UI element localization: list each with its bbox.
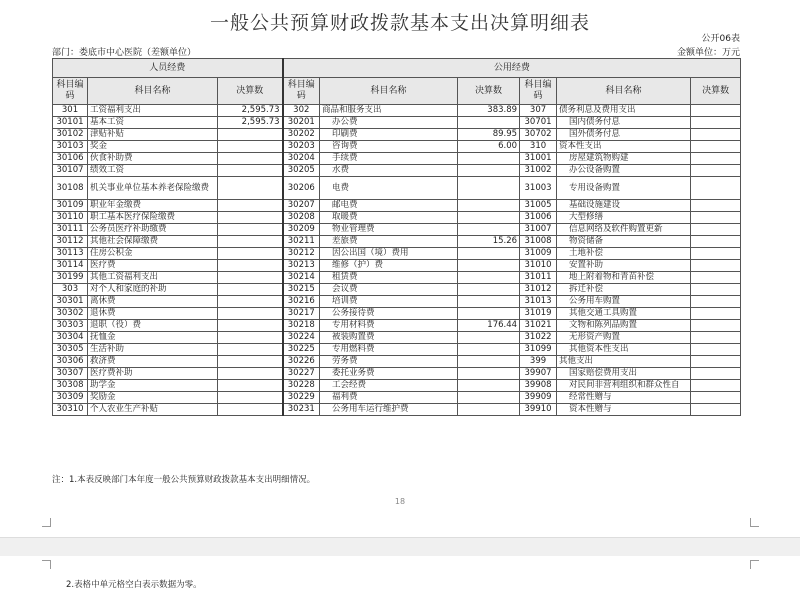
amount-cell [458,308,520,320]
name-cell: 劳务费 [320,356,458,368]
name-cell: 维修（护）费 [320,260,458,272]
code-cell: 31007 [520,224,557,236]
code-cell: 30216 [283,296,320,308]
code-cell: 31013 [520,296,557,308]
code-cell: 30110 [53,212,88,224]
amount-cell [691,248,741,260]
amount-cell [218,224,283,236]
name-cell: 咨询费 [320,141,458,153]
amount-cell [458,272,520,284]
name-cell: 办公费 [320,117,458,129]
name-cell: 其他资本性支出 [557,344,691,356]
unit-label: 金额单位：万元 [676,48,740,58]
code-cell: 31008 [520,236,557,248]
amount-cell [218,380,283,392]
code-cell: 30101 [53,117,88,129]
header-name: 科目名称 [88,78,218,105]
amount-cell [691,165,741,177]
amount-cell [458,380,520,392]
name-cell: 取暖费 [320,212,458,224]
table-row [53,332,741,344]
amount-cell [458,177,520,200]
code-cell: 30231 [283,404,320,416]
code-cell: 31012 [520,284,557,296]
header-code: 科目编码 [53,78,88,105]
amount-cell: 2,595.73 [218,105,283,117]
amount-cell [218,344,283,356]
amount-cell [218,165,283,177]
header-amount: 决算数 [458,78,520,105]
table-row [53,165,741,177]
amount-cell [691,129,741,141]
name-cell: 无形资产购置 [557,332,691,344]
code-cell: 30204 [283,153,320,165]
name-cell: 电费 [320,177,458,200]
section-personnel: 人员经费 [53,59,283,78]
amount-cell [458,404,520,416]
name-cell: 因公出国（境）费用 [320,248,458,260]
amount-cell [458,296,520,308]
header-amount: 决算数 [691,78,741,105]
amount-cell [691,380,741,392]
name-cell: 救济费 [88,356,218,368]
amount-cell [458,356,520,368]
code-cell: 30225 [283,344,320,356]
table-row [53,284,741,296]
name-cell: 邮电费 [320,200,458,212]
name-cell: 商品和服务支出 [320,105,458,117]
amount-cell [218,260,283,272]
name-cell: 信息网络及软件购置更新 [557,224,691,236]
table-row [53,141,741,153]
name-cell: 被装购置费 [320,332,458,344]
name-cell: 医疗费补助 [88,368,218,380]
code-cell: 30307 [53,368,88,380]
name-cell: 伙食补助费 [88,153,218,165]
name-cell: 国外债务付息 [557,129,691,141]
amount-cell [218,356,283,368]
amount-cell [691,392,741,404]
table-row [53,177,741,200]
name-cell: 会议费 [320,284,458,296]
code-cell: 30224 [283,332,320,344]
code-cell: 30207 [283,200,320,212]
page-number: 18 [394,497,406,506]
name-cell: 公务用车运行维护费 [320,404,458,416]
name-cell: 专用材料费 [320,320,458,332]
code-cell: 30302 [53,308,88,320]
name-cell: 对个人和家庭的补助 [88,284,218,296]
name-cell: 办公设备购置 [557,165,691,177]
code-cell: 310 [520,141,557,153]
name-cell: 奖励金 [88,392,218,404]
name-cell: 工会经费 [320,380,458,392]
name-cell: 津贴补贴 [88,129,218,141]
name-cell: 国内债务付息 [557,117,691,129]
table-row [53,248,741,260]
code-cell: 30114 [53,260,88,272]
amount-cell [458,284,520,296]
code-cell: 30227 [283,368,320,380]
table-row [53,236,741,248]
name-cell: 租赁费 [320,272,458,284]
code-cell: 30202 [283,129,320,141]
code-cell: 31099 [520,344,557,356]
name-cell: 生活补助 [88,344,218,356]
name-cell: 经常性赠与 [557,392,691,404]
section-public: 公用经费 [283,59,741,78]
table-row [53,105,741,117]
code-cell: 30113 [53,248,88,260]
code-cell: 31006 [520,212,557,224]
footnote-1: 注：1.本表反映部门本年度一般公共预算财政拨款基本支出明细情况。 [52,475,316,485]
code-cell: 30108 [53,177,88,200]
amount-cell [458,248,520,260]
name-cell: 其他工资福利支出 [88,272,218,284]
name-cell: 债务利息及费用支出 [557,105,691,117]
code-cell: 30102 [53,129,88,141]
name-cell: 工资福利支出 [88,105,218,117]
name-cell: 物业管理费 [320,224,458,236]
name-cell: 公务员医疗补助缴费 [88,224,218,236]
amount-cell [218,320,283,332]
code-cell: 30112 [53,236,88,248]
table-row [53,404,741,416]
crop-mark [750,518,759,527]
name-cell: 资本性支出 [557,141,691,153]
name-cell: 大型修缮 [557,212,691,224]
code-cell: 30106 [53,153,88,165]
table-row [53,296,741,308]
code-cell: 302 [283,105,320,117]
section-header-row [53,59,741,78]
name-cell: 拆迁补偿 [557,284,691,296]
code-cell: 31019 [520,308,557,320]
crop-mark [750,560,759,569]
amount-cell [691,404,741,416]
name-cell: 抚恤金 [88,332,218,344]
name-cell: 培训费 [320,296,458,308]
table-row [53,117,741,129]
code-cell: 31011 [520,272,557,284]
amount-cell [458,260,520,272]
name-cell: 物资储备 [557,236,691,248]
code-cell: 30205 [283,165,320,177]
crop-mark [42,518,51,527]
code-cell: 30211 [283,236,320,248]
header-name: 科目名称 [557,78,691,105]
code-cell: 30301 [53,296,88,308]
page-gap [0,537,800,557]
name-cell: 基本工资 [88,117,218,129]
code-cell: 31022 [520,332,557,344]
code-cell: 30109 [53,200,88,212]
amount-cell [691,368,741,380]
name-cell: 福利费 [320,392,458,404]
amount-cell [458,165,520,177]
code-cell: 31005 [520,200,557,212]
table-row [53,356,741,368]
name-cell: 公务用车购置 [557,296,691,308]
amount-cell [218,129,283,141]
name-cell: 安置补助 [557,260,691,272]
code-cell: 30310 [53,404,88,416]
amount-cell [691,272,741,284]
code-cell: 30111 [53,224,88,236]
amount-cell [218,177,283,200]
code-cell: 30306 [53,356,88,368]
amount-cell [458,117,520,129]
code-cell: 30702 [520,129,557,141]
name-cell: 委托业务费 [320,368,458,380]
name-cell: 奖金 [88,141,218,153]
footnote-2: 2.表格中单元格空白表示数据为零。 [66,580,202,590]
code-cell: 30228 [283,380,320,392]
amount-cell [691,200,741,212]
code-cell: 39907 [520,368,557,380]
name-cell: 其他社会保障缴费 [88,236,218,248]
amount-cell [458,332,520,344]
table-row [53,272,741,284]
amount-cell [218,332,283,344]
name-cell: 手续费 [320,153,458,165]
code-cell: 30107 [53,165,88,177]
code-cell: 30308 [53,380,88,392]
table-row [53,320,741,332]
code-cell: 301 [53,105,88,117]
code-cell: 30215 [283,284,320,296]
code-cell: 399 [520,356,557,368]
header-amount: 决算数 [218,78,283,105]
table-row [53,212,741,224]
amount-cell [691,177,741,200]
amount-cell [691,320,741,332]
amount-cell [218,248,283,260]
amount-cell [691,260,741,272]
code-cell: 30213 [283,260,320,272]
table-row [53,344,741,356]
code-cell: 31009 [520,248,557,260]
header-code: 科目编码 [283,78,320,105]
amount-cell [691,308,741,320]
amount-cell [218,272,283,284]
code-cell: 30217 [283,308,320,320]
name-cell: 机关事业单位基本养老保险缴费 [88,177,218,200]
amount-cell [691,296,741,308]
code-cell: 30309 [53,392,88,404]
code-cell: 30206 [283,177,320,200]
expenditure-table [52,58,741,416]
name-cell: 文物和陈列品购置 [557,320,691,332]
page-title: 一般公共预算财政拨款基本支出决算明细表 [209,12,590,34]
code-cell: 31003 [520,177,557,200]
table-row [53,260,741,272]
name-cell: 职业年金缴费 [88,200,218,212]
code-cell: 30103 [53,141,88,153]
code-cell: 39908 [520,380,557,392]
code-cell: 31001 [520,153,557,165]
table-row [53,368,741,380]
name-cell: 其他交通工具购置 [557,308,691,320]
amount-cell [691,117,741,129]
code-cell: 307 [520,105,557,117]
table-row [53,200,741,212]
code-cell: 303 [53,284,88,296]
name-cell: 个人农业生产补贴 [88,404,218,416]
amount-cell: 176.44 [458,320,520,332]
name-cell: 职工基本医疗保险缴费 [88,212,218,224]
table-row [53,308,741,320]
amount-cell [218,200,283,212]
code-cell: 30214 [283,272,320,284]
document-page-2 [0,556,800,598]
code-cell: 30209 [283,224,320,236]
amount-cell [691,284,741,296]
code-cell: 31002 [520,165,557,177]
amount-cell [218,392,283,404]
amount-cell [458,344,520,356]
table-row [53,380,741,392]
crop-mark [42,560,51,569]
name-cell: 基础设施建设 [557,200,691,212]
code-cell: 31010 [520,260,557,272]
header-code: 科目编码 [520,78,557,105]
amount-cell [458,392,520,404]
amount-cell: 383.89 [458,105,520,117]
code-cell: 30229 [283,392,320,404]
code-cell: 30212 [283,248,320,260]
amount-cell [458,212,520,224]
name-cell: 对民间非营利组织和群众性自 [557,380,691,392]
amount-cell [458,200,520,212]
name-cell: 住房公积金 [88,248,218,260]
code-cell: 39909 [520,392,557,404]
amount-cell [691,236,741,248]
code-cell: 30303 [53,320,88,332]
code-cell: 30701 [520,117,557,129]
name-cell: 助学金 [88,380,218,392]
amount-cell [691,105,741,117]
amount-cell [691,344,741,356]
name-cell: 离休费 [88,296,218,308]
amount-cell: 89.95 [458,129,520,141]
amount-cell [218,308,283,320]
code-cell: 31021 [520,320,557,332]
amount-cell [218,236,283,248]
amount-cell [218,404,283,416]
code-cell: 30305 [53,344,88,356]
name-cell: 专用燃料费 [320,344,458,356]
department-label: 部门：娄底市中心医院（差额单位） [52,48,197,58]
form-number: 公开06表 [701,34,740,44]
amount-cell [458,153,520,165]
header-name: 科目名称 [320,78,458,105]
code-cell: 30226 [283,356,320,368]
name-cell: 公务接待费 [320,308,458,320]
amount-cell [691,141,741,153]
code-cell: 30304 [53,332,88,344]
amount-cell [691,212,741,224]
amount-cell [691,356,741,368]
name-cell: 国家赔偿费用支出 [557,368,691,380]
table-row [53,392,741,404]
name-cell: 其他支出 [557,356,691,368]
amount-cell [218,141,283,153]
name-cell: 地上附着物和青苗补偿 [557,272,691,284]
name-cell: 房屋建筑物购建 [557,153,691,165]
name-cell: 水费 [320,165,458,177]
name-cell: 绩效工资 [88,165,218,177]
name-cell: 印刷费 [320,129,458,141]
code-cell: 30218 [283,320,320,332]
amount-cell [218,212,283,224]
table-row [53,224,741,236]
name-cell: 医疗费 [88,260,218,272]
name-cell: 土地补偿 [557,248,691,260]
amount-cell: 6.00 [458,141,520,153]
amount-cell [218,153,283,165]
amount-cell: 2,595.73 [218,117,283,129]
code-cell: 39910 [520,404,557,416]
amount-cell [458,224,520,236]
amount-cell [691,332,741,344]
amount-cell [218,368,283,380]
amount-cell: 15.26 [458,236,520,248]
table-row [53,153,741,165]
amount-cell [218,296,283,308]
amount-cell [218,284,283,296]
name-cell: 退职（役）费 [88,320,218,332]
code-cell: 30208 [283,212,320,224]
amount-cell [691,153,741,165]
code-cell: 30201 [283,117,320,129]
code-cell: 30203 [283,141,320,153]
name-cell: 退休费 [88,308,218,320]
name-cell: 资本性赠与 [557,404,691,416]
name-cell: 专用设备购置 [557,177,691,200]
amount-cell [458,368,520,380]
amount-cell [691,224,741,236]
column-header-row [53,78,741,105]
table-row [53,129,741,141]
name-cell: 差旅费 [320,236,458,248]
code-cell: 30199 [53,272,88,284]
